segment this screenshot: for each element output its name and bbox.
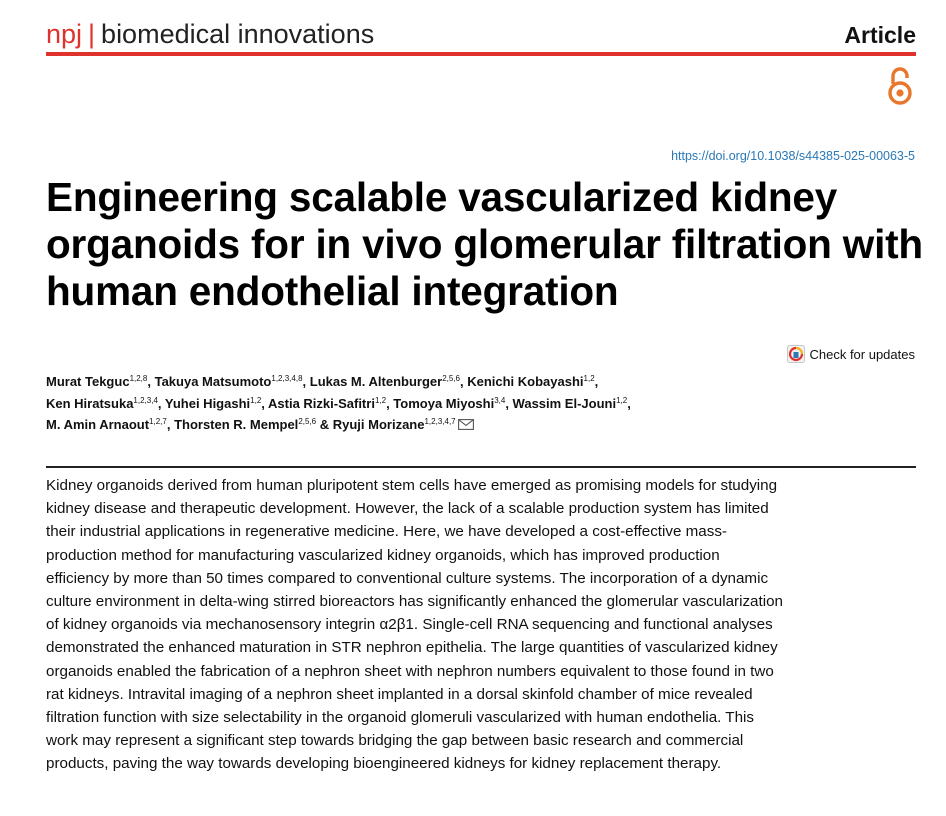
author-name[interactable]: Takuya Matsumoto$^{1,2,3,4,8}$ [154,374,303,389]
open-access-icon [886,66,914,106]
author-name[interactable]: Murat Tekguc$^{1,2,8}$ [46,374,148,389]
journal-prefix: npj [46,19,83,49]
author-name[interactable]: M. Amin Arnaout$^{1,2,7}$ [46,417,167,432]
author-name[interactable]: Thorsten R. Mempel$^{2,5,6}$ [174,417,317,432]
email-icon[interactable] [458,415,474,426]
header-divider [46,52,916,56]
author-name[interactable]: Kenichi Kobayashi$^{1,2}$ [467,374,595,389]
article-title: Engineering scalable vascularized kidney organoids for in vivo glomerular filtration with human endothelial integration [46,174,923,314]
author-list: Murat Tekguc$^{1,2,8}$, Takuya Matsumoto$^{1,2,3,4,8}$, Lukas M. Altenburger$^{2,5,6}$, Kenichi Kobayashi$^{1,2}$, Ken Hiratsuka$^{1,2,3,4}$, Yuhei Higashi$^{1,2}$, Astia Rizki-Safitri$^{1,2}$, Tomoya Miyoshi$^{3,4}$, Wassim El-Jouni$^{1,2}$, M. Amin Arnaout$^{1,2,7}$, Thorsten R. Mempel$^{2,5,6}$ & Ryuji Morizane$^{1,2,3,4,7}$ [46,374,631,432]
journal-title[interactable] [46,18,374,50]
author-name[interactable]: Tomoya Miyoshi$^{3,4}$ [393,395,506,411]
abstract-divider [46,466,916,468]
author-name[interactable]: Wassim El-Jouni$^{1,2}$ [512,395,628,411]
journal-name: biomedical innovations [101,19,375,49]
abstract-text: Kidney organoids derived from human pluripotent stem cells have emerged as promising models for studying kidney disease and therapeutic development. However, the lack of a scalable production system has limited their industrial applications in regenerative medicine. Here, we have developed a cost-effective mass-production method for manufacturing vascularized kidney organoids, which has improved production efficiency by more than 50 times compared to conventional culture systems. The incorporation of a dynamic culture environment in delta-wing stirred bioreactors has significantly enhanced the glomerular vascularization of kidney organoids via mechanosensory integrin α2β1. Single-cell RNA sequencing and functional analyses demonstrated the enhanced maturation in STR nephron epithelia. The large quantities of vascularized kidney organoids enabled the fabrication of a nephron sheet with nephron numbers equivalent to those found in two rat kidneys. Intravital imaging of a nephron sheet implanted in a dorsal skinfold chamber of mice revealed filtration function with size selectability in the organoid glomeruli vascularized with human endothelia. This work may represent a significant step towards bridging the gap between basic research and commercial products, paving the way towards developing bioengineered kidneys for kidney replacement therapy. [46,477,783,773]
check-for-updates-icon [787,345,805,363]
author-name[interactable]: Ryuji Morizane$^{1,2,3,4,7}$ [332,417,456,432]
author-name[interactable]: Yuhei Higashi$^{1,2}$ [164,395,262,411]
doi-link[interactable]: https://doi.org/10.1038/s44385-025-00063-5 [671,149,915,163]
check-for-updates-button[interactable] [787,344,915,364]
journal-header [46,16,916,52]
author-name[interactable]: Astia Rizki-Safitri$^{1,2}$ [268,395,387,411]
author-name[interactable]: Lukas M. Altenburger$^{2,5,6}$ [309,374,460,389]
check-for-updates-label: Check for updates [809,346,915,362]
article-type-label: Article [844,22,916,48]
author-name[interactable]: Ken Hiratsuka$^{1,2,3,4}$ [46,395,158,411]
journal-separator: | [88,19,96,49]
